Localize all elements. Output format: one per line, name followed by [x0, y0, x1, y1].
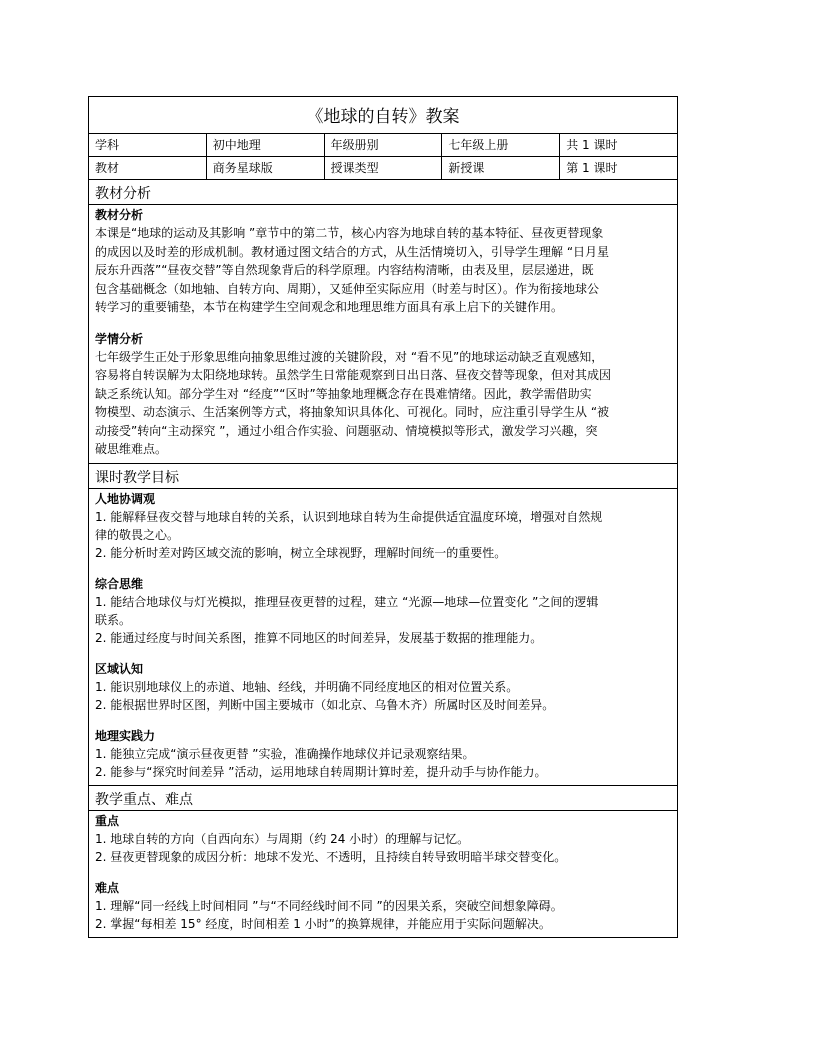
keypoint-group-title: 重点 [95, 813, 120, 828]
goal-item: 1. 能结合地球仪与灯光模拟，推理昼夜更替的过程，建立 “光源—地球—位置变化 ”之间的逻辑 [95, 594, 599, 609]
goal-group-title: 地理实践力 [95, 728, 156, 743]
lesson-plan-table [88, 96, 678, 938]
info-value-lesson-type: 新授课 [442, 157, 560, 179]
goal-item: 2. 能参与“探究时间差异 ”活动，运用地球自转周期计算时差，提升动手与协作能力。 [95, 764, 547, 779]
goal-item: 2. 能分析时差对跨区域交流的影响，树立全球视野，理解时间统一的重要性。 [95, 545, 507, 560]
goal-item: 2. 能通过经度与时间关系图，推算不同地区的时间差异，发展基于数据的推理能力。 [95, 630, 543, 645]
info-value-textbook: 商务星球版 [207, 157, 325, 179]
keypoint-item: 2. 掌握“每相差 15° 经度，时间相差 1 小时”的换算规律，并能应用于实际问题解决。 [95, 916, 551, 931]
goal-group [89, 661, 677, 714]
goal-group [89, 491, 677, 562]
keypoint-group [89, 813, 677, 866]
info-label-subject: 学科 [89, 134, 207, 156]
info-label-lesson-type: 授课类型 [325, 157, 443, 179]
goal-item: 2. 能根据世界时区图，判断中国主要城市（如北京、乌鲁木齐）所属时区及时间差异。 [95, 697, 555, 712]
paragraph-line: 的成因以及时差的形成机制。教材通过图文结合的方式，从生活情境切入，引导学生理解 “日月星 [95, 244, 610, 259]
paragraph-line: 转学习的重要铺垫，本节在构建学生空间观念和地理思维方面具有承上启下的关键作用。 [95, 300, 564, 314]
info-label-grade: 年级册别 [325, 134, 443, 156]
goal-item: 1. 能识别地球仪上的赤道、地轴、经线，并明确不同经度地区的相对位置关系。 [95, 679, 519, 694]
info-value-subject: 初中地理 [207, 134, 325, 156]
subsection-title: 学情分析 [95, 331, 144, 346]
info-current-period: 第 1 课时 [566, 161, 618, 175]
section-goals [89, 464, 677, 786]
paragraph-line: 容易将自转误解为太阳绕地球转。虽然学生日常能观察到日出日落、昼夜交替等现象，但对其成因 [95, 368, 612, 382]
paragraph-line: 物模型、动态演示、生活案例等方式，将抽象知识具体化、可视化。同时，应注重引导学生从 “被 [95, 405, 610, 419]
info-row-textbook [89, 157, 677, 180]
info-label-textbook: 教材 [89, 157, 207, 179]
keypoint-item: 2. 昼夜更替现象的成因分析：地球不发光、不透明，且持续自转导致明暗半球交替变化。 [95, 849, 567, 864]
goal-group-title: 综合思维 [95, 576, 144, 591]
paragraph-line: 动接受”转向“主动探究 ”，通过小组合作实验、问题驱动、情境模拟等形式，激发学习兴趣，突 [95, 423, 598, 438]
paragraph-line: 本课是“地球的运动及其影响 ”章节中的第二节，核心内容为地球自转的基本特征、昼夜更替现象 [95, 226, 604, 240]
keypoint-item: 1. 理解“同一经线上时间相同 ”与“不同经线时间不同 ”的因果关系，突破空间想象障碍。 [95, 898, 563, 913]
goal-group [89, 728, 677, 781]
info-value-grade: 七年级上册 [442, 134, 560, 156]
paragraph-line: 破思维难点。 [95, 442, 168, 456]
subsection-title: 教材分析 [95, 208, 144, 222]
document-title: 《地球的自转》教案 [89, 97, 677, 134]
section-analysis [89, 180, 677, 464]
goal-item: 1. 能解释昼夜交替与地球自转的关系，认识到地球自转为生命提供适宜温度环境，增强对自然规 [95, 509, 603, 524]
keypoint-item: 1. 地球自转的方向（自西向东）与周期（约 24 小时）的理解与记忆。 [95, 831, 470, 846]
goal-item: 律的敬畏之心。 [95, 527, 180, 542]
paragraph-line: 辰东升西落”“昼夜交替”等自然现象背后的科学原理。内容结构清晰，由表及里，层层递进，既 [95, 263, 594, 277]
textbook-analysis [89, 207, 677, 317]
paragraph-line: 缺乏系统认知。部分学生对 “经度”“区时”等抽象地理概念存在畏难情绪。因此，教学需借助实 [95, 386, 592, 401]
info-row-subject [89, 134, 677, 157]
goal-item: 1. 能独立完成“演示昼夜更替 ”实验，准确操作地球仪并记录观察结果。 [95, 746, 475, 761]
goal-item: 联系。 [95, 612, 132, 627]
goal-group-title: 人地协调观 [95, 491, 156, 506]
info-total-periods: 共 1 课时 [566, 138, 618, 152]
section-keypoints [89, 786, 677, 937]
keypoint-group-title: 难点 [95, 880, 120, 895]
goal-group-title: 区域认知 [95, 661, 144, 676]
section-header-analysis: 教材分析 [89, 180, 677, 205]
student-analysis [89, 331, 677, 459]
paragraph-line: 包含基础概念（如地轴、自转方向、周期），又延伸至实际应用（时差与时区）。作为衔接地球公 [95, 281, 600, 296]
keypoint-group [89, 880, 677, 933]
section-header-goals: 课时教学目标 [89, 464, 677, 489]
section-header-keypoints: 教学重点、难点 [89, 786, 677, 811]
goal-group [89, 576, 677, 647]
paragraph-line: 七年级学生正处于形象思维向抽象思维过渡的关键阶段，对 “看不见”的地球运动缺乏直观感知， [95, 349, 604, 364]
